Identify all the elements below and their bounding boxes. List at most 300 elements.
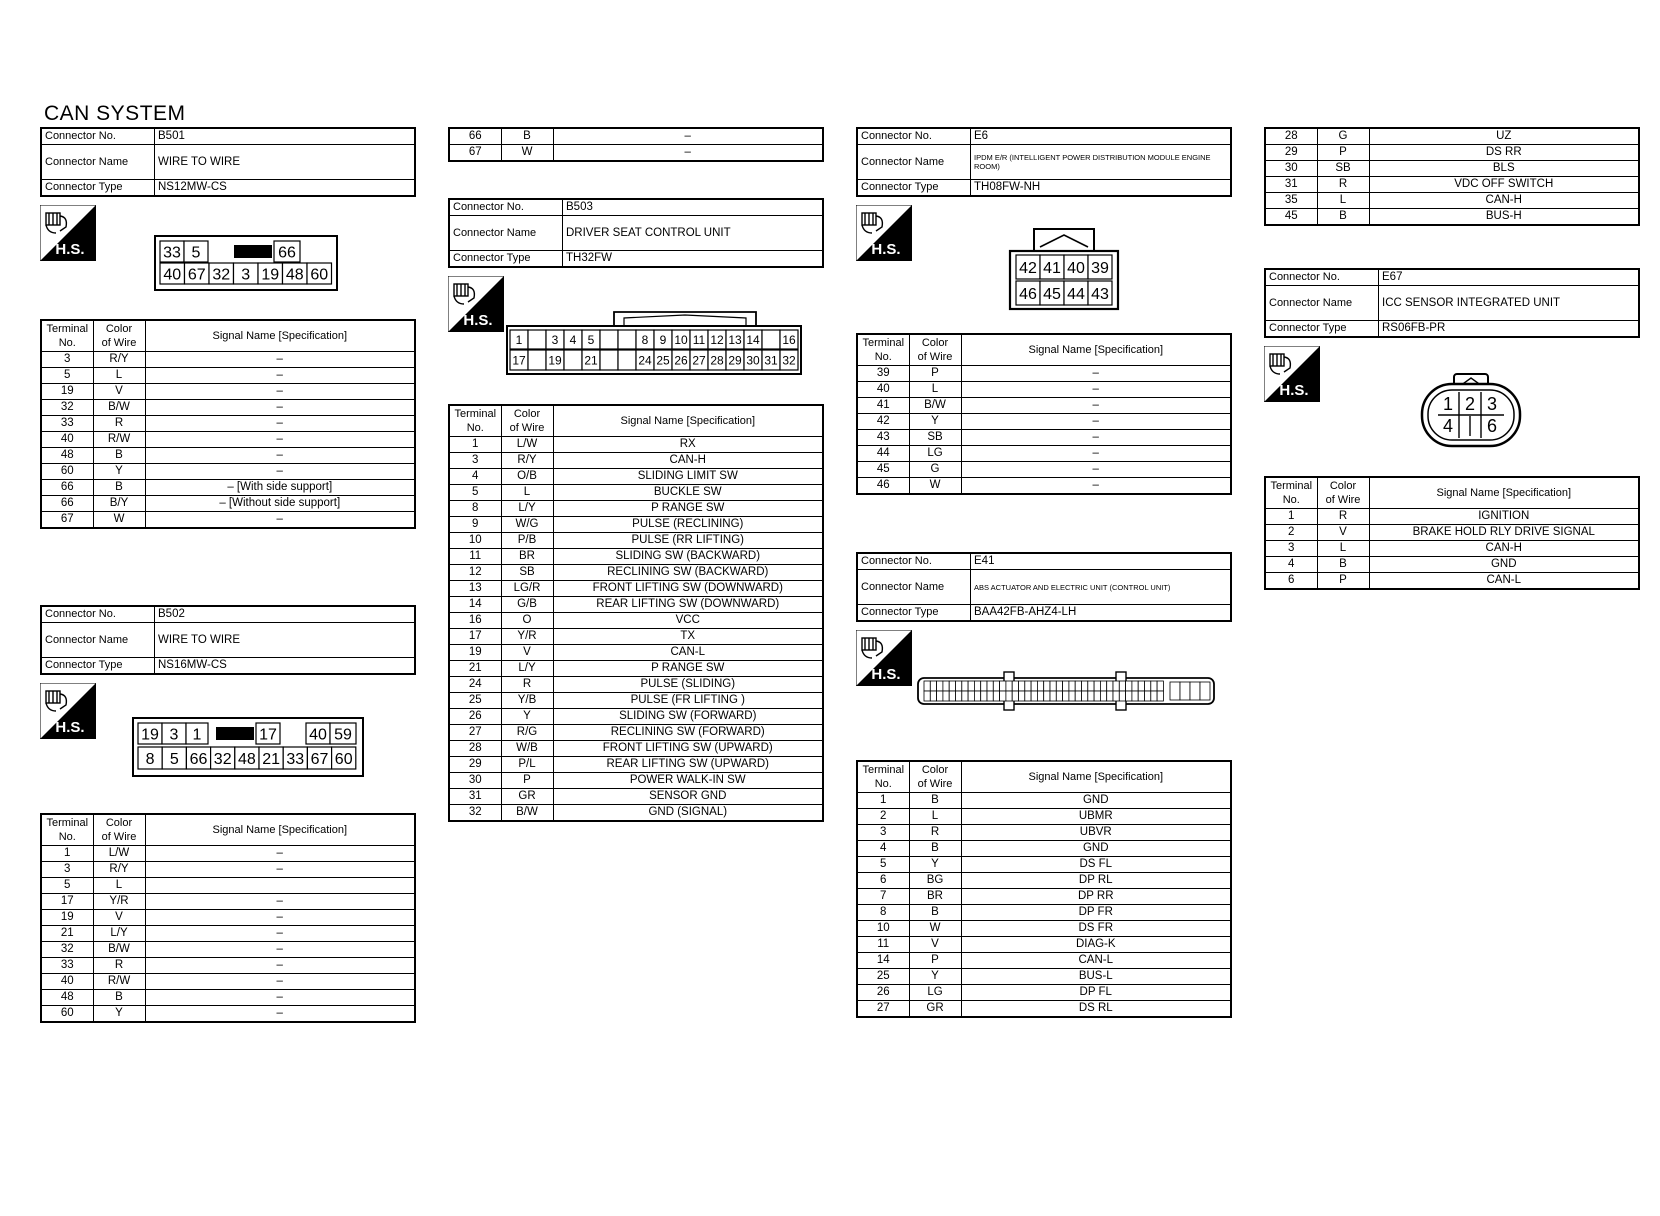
signal-name-cell: DIAG-K <box>961 937 1231 953</box>
signal-name-cell: CAN-L <box>1369 573 1639 590</box>
wire-color-cell: BG <box>909 873 961 889</box>
table-row <box>857 905 1231 921</box>
wire-color-cell: V <box>909 937 961 953</box>
harness-side-icon <box>856 205 912 261</box>
table-row <box>449 645 823 661</box>
pin-label: 5 <box>191 244 201 262</box>
table-row <box>449 469 823 485</box>
terminal-no-cell: 4 <box>857 841 909 857</box>
pin-label: 32 <box>212 266 231 284</box>
signal-name-cell: IGNITION <box>1369 509 1639 525</box>
wire-color-cell: B <box>909 905 961 921</box>
table-row <box>41 926 415 942</box>
signal-name-header: Signal Name [Specification] <box>553 405 823 437</box>
pin-label: 29 <box>728 353 742 368</box>
pin-label: 66 <box>278 244 296 262</box>
wire-color-cell: Y/R <box>93 894 145 910</box>
wire-color-cell: W/B <box>501 741 553 757</box>
table-row <box>41 1006 415 1023</box>
connector-e67 <box>1264 268 1640 590</box>
terminal-no-cell: 48 <box>41 448 93 464</box>
table-row <box>857 937 1231 953</box>
wire-color-cell: Y <box>909 857 961 873</box>
signal-name-cell: CAN-H <box>1369 541 1639 557</box>
wire-color-cell: R/Y <box>501 453 553 469</box>
connector-no-value: B503 <box>563 199 824 216</box>
wire-color-cell: SB <box>909 430 961 446</box>
wire-color-cell: R <box>93 416 145 432</box>
terminal-no-cell: 8 <box>449 501 501 517</box>
table-row <box>41 910 415 926</box>
wire-color-cell: V <box>1317 525 1369 541</box>
connector-info-table <box>1264 268 1640 338</box>
signal-name-cell: DS RR <box>1369 145 1639 161</box>
table-row <box>449 757 823 773</box>
wire-color-cell: R/Y <box>93 352 145 368</box>
terminal-no-cell: 3 <box>41 862 93 878</box>
connector-face-e41 <box>916 670 1216 716</box>
table-row <box>41 432 415 448</box>
connector-name-label: Connector Name <box>857 145 971 180</box>
terminal-no-header: Terminal No. <box>41 814 93 846</box>
signal-name-header: Signal Name [Specification] <box>145 320 415 352</box>
pin-label: 67 <box>187 266 206 284</box>
signal-name-cell: REAR LIFTING SW (UPWARD) <box>553 757 823 773</box>
signal-name-cell: – <box>145 448 415 464</box>
terminal-no-cell: 67 <box>41 512 93 529</box>
terminal-no-cell: 5 <box>449 485 501 501</box>
terminal-table <box>1264 476 1640 590</box>
table-row <box>449 533 823 549</box>
connector-type-label: Connector Type <box>1265 321 1379 338</box>
wire-color-cell: Y/R <box>501 629 553 645</box>
terminal-table <box>40 813 416 1023</box>
terminal-no-cell: 66 <box>41 496 93 512</box>
signal-name-cell: – <box>145 990 415 1006</box>
signal-name-cell: VCC <box>553 613 823 629</box>
connector-name-value: IPDM E/R (INTELLIGENT POWER DISTRIBUTION MODULE ENGINE ROOM) <box>971 145 1232 180</box>
pin-label: 48 <box>285 266 304 284</box>
wire-color-cell: Y <box>909 969 961 985</box>
pin-label: 59 <box>334 726 352 744</box>
signal-name-cell: CAN-H <box>1369 193 1639 209</box>
pin-label: 17 <box>259 726 277 744</box>
wire-color-cell: Y <box>93 464 145 480</box>
table-row <box>449 501 823 517</box>
wire-color-cell: LG/R <box>501 581 553 597</box>
wire-color-cell: L/Y <box>501 501 553 517</box>
wire-color-cell: G <box>909 462 961 478</box>
wire-color-cell: L <box>909 809 961 825</box>
pin-label: 17 <box>512 353 526 368</box>
harness-side-icon <box>40 683 96 739</box>
wire-color-cell: R <box>93 958 145 974</box>
terminal-no-cell: 43 <box>857 430 909 446</box>
connector-face-e6 <box>1008 223 1120 313</box>
signal-name-cell: REAR LIFTING SW (DOWNWARD) <box>553 597 823 613</box>
signal-name-cell: DS RL <box>961 1001 1231 1018</box>
table-row <box>1265 541 1639 557</box>
terminal-no-cell: 30 <box>1265 161 1317 177</box>
terminal-no-cell: 40 <box>41 432 93 448</box>
connector-info-table <box>40 127 416 197</box>
connector-e41-continued <box>1264 127 1640 226</box>
signal-name-cell: BLS <box>1369 161 1639 177</box>
signal-name-cell: DP FR <box>961 905 1231 921</box>
pin-label: 1 <box>192 726 202 744</box>
wire-color-cell: L/Y <box>501 661 553 677</box>
terminal-no-cell: 9 <box>449 517 501 533</box>
wire-color-cell: Y <box>501 709 553 725</box>
terminal-no-cell: 40 <box>41 974 93 990</box>
terminal-no-cell: 31 <box>449 789 501 805</box>
connector-name-value: DRIVER SEAT CONTROL UNIT <box>563 216 824 251</box>
signal-name-cell: SLIDING LIMIT SW <box>553 469 823 485</box>
signal-name-cell: – <box>145 926 415 942</box>
table-row <box>857 414 1231 430</box>
terminal-no-cell: 5 <box>41 368 93 384</box>
wire-color-cell: P/L <box>501 757 553 773</box>
table-row <box>449 789 823 805</box>
signal-name-cell: – <box>961 430 1231 446</box>
table-row <box>1265 573 1639 590</box>
pin-label: 27 <box>692 353 706 368</box>
table-row <box>41 878 415 894</box>
terminal-no-cell: 21 <box>41 926 93 942</box>
terminal-no-header: Terminal No. <box>857 334 909 366</box>
table-row <box>857 398 1231 414</box>
pin-label: 12 <box>710 332 724 347</box>
wire-color-cell: SB <box>501 565 553 581</box>
wire-color-cell: W <box>909 921 961 937</box>
terminal-no-cell: 33 <box>41 958 93 974</box>
table-row <box>857 857 1231 873</box>
terminal-no-cell: 33 <box>41 416 93 432</box>
terminal-no-cell: 32 <box>41 942 93 958</box>
table-row <box>1265 509 1639 525</box>
table-row <box>41 958 415 974</box>
table-row <box>857 366 1231 382</box>
terminal-no-cell: 41 <box>857 398 909 414</box>
table-row <box>449 741 823 757</box>
wire-color-cell: L <box>501 485 553 501</box>
pin-label: 25 <box>656 353 670 368</box>
terminal-no-cell: 16 <box>449 613 501 629</box>
signal-name-cell: – <box>145 432 415 448</box>
wire-color-cell: V <box>93 384 145 400</box>
terminal-no-header: Terminal No. <box>449 405 501 437</box>
terminal-no-cell: 46 <box>857 478 909 495</box>
signal-name-cell: GND <box>961 793 1231 809</box>
connector-name-value: WIRE TO WIRE <box>155 623 416 658</box>
wire-color-cell: B <box>93 990 145 1006</box>
connector-type-label: Connector Type <box>41 180 155 197</box>
terminal-no-cell: 11 <box>857 937 909 953</box>
terminal-no-cell: 60 <box>41 464 93 480</box>
wire-color-cell: B <box>1317 557 1369 573</box>
wire-color-cell: B/W <box>93 400 145 416</box>
table-row <box>857 953 1231 969</box>
pin-label: 5 <box>169 750 179 768</box>
pin-label: 1 <box>1442 394 1454 414</box>
table-row <box>857 462 1231 478</box>
wire-color-cell: R/W <box>93 974 145 990</box>
table-row <box>449 613 823 629</box>
wire-color-cell: O/B <box>501 469 553 485</box>
signal-name-cell: DS FL <box>961 857 1231 873</box>
signal-name-cell: SLIDING SW (BACKWARD) <box>553 549 823 565</box>
signal-name-cell <box>145 878 415 894</box>
signal-name-cell: – <box>961 462 1231 478</box>
table-row <box>1265 525 1639 541</box>
terminal-no-cell: 13 <box>449 581 501 597</box>
table-row <box>41 448 415 464</box>
signal-name-cell: – <box>553 128 823 145</box>
wire-color-cell: W <box>93 512 145 529</box>
connector-name-value: WIRE TO WIRE <box>155 145 416 180</box>
signal-name-cell: CAN-L <box>553 645 823 661</box>
connector-face-b501 <box>154 235 338 291</box>
terminal-no-cell: 67 <box>449 145 501 162</box>
signal-name-cell: BUCKLE SW <box>553 485 823 501</box>
signal-name-header: Signal Name [Specification] <box>145 814 415 846</box>
pin-label: 19 <box>141 726 159 744</box>
terminal-no-cell: 4 <box>449 469 501 485</box>
harness-side-icon <box>448 276 504 332</box>
wire-color-cell: B <box>93 480 145 496</box>
wire-color-cell: R/Y <box>93 862 145 878</box>
pin-label: 67 <box>310 750 329 768</box>
wire-color-cell: GR <box>909 1001 961 1018</box>
signal-name-cell: DP FL <box>961 985 1231 1001</box>
terminal-no-cell: 27 <box>449 725 501 741</box>
wire-color-cell: P <box>1317 573 1369 590</box>
wire-color-cell: G <box>1317 128 1369 145</box>
terminal-no-cell: 35 <box>1265 193 1317 209</box>
table-row <box>41 974 415 990</box>
signal-name-cell: FRONT LIFTING SW (UPWARD) <box>553 741 823 757</box>
terminal-no-cell: 1 <box>449 437 501 453</box>
terminal-no-cell: 14 <box>449 597 501 613</box>
pin-label: 45 <box>1043 285 1061 303</box>
wire-color-cell: B/W <box>909 398 961 414</box>
signal-name-cell: DS FR <box>961 921 1231 937</box>
terminal-no-cell: 17 <box>41 894 93 910</box>
table-row <box>857 793 1231 809</box>
signal-name-cell: – <box>961 478 1231 495</box>
terminal-no-cell: 5 <box>41 878 93 894</box>
terminal-no-cell: 3 <box>449 453 501 469</box>
table-row <box>449 581 823 597</box>
wire-color-cell: P <box>909 366 961 382</box>
signal-name-cell: – <box>145 894 415 910</box>
table-row <box>41 894 415 910</box>
terminal-no-cell: 7 <box>857 889 909 905</box>
wire-color-cell: P <box>1317 145 1369 161</box>
terminal-no-cell: 29 <box>1265 145 1317 161</box>
signal-name-cell: GND (SIGNAL) <box>553 805 823 822</box>
signal-name-cell: DP RL <box>961 873 1231 889</box>
connector-name-label: Connector Name <box>449 216 563 251</box>
terminal-no-cell: 32 <box>41 400 93 416</box>
table-row <box>449 128 823 145</box>
table-row <box>1265 161 1639 177</box>
signal-name-cell: – <box>961 382 1231 398</box>
pin-label: 44 <box>1067 285 1085 303</box>
connector-type-label: Connector Type <box>857 605 971 622</box>
signal-name-cell: – [With side support] <box>145 480 415 496</box>
terminal-no-header: Terminal No. <box>1265 477 1317 509</box>
connector-name-value: ICC SENSOR INTEGRATED UNIT <box>1379 286 1640 321</box>
terminal-no-cell: 17 <box>449 629 501 645</box>
table-row <box>41 368 415 384</box>
terminal-no-cell: 28 <box>449 741 501 757</box>
table-row <box>857 382 1231 398</box>
table-row <box>1265 177 1639 193</box>
table-row <box>449 693 823 709</box>
pin-label: 16 <box>782 332 796 347</box>
terminal-table-b501-continued <box>448 127 824 162</box>
terminal-no-cell: 42 <box>857 414 909 430</box>
connector-type-value: BAA42FB-AHZ4-LH <box>971 605 1232 622</box>
table-row <box>449 437 823 453</box>
signal-name-cell: – <box>961 398 1231 414</box>
pin-label: 6 <box>1486 416 1498 436</box>
table-row <box>449 677 823 693</box>
harness-side-icon <box>856 630 912 686</box>
table-row <box>857 825 1231 841</box>
signal-name-header: Signal Name [Specification] <box>1369 477 1639 509</box>
wire-color-cell: B/W <box>501 805 553 822</box>
table-row <box>41 990 415 1006</box>
pin-label: 40 <box>309 726 327 744</box>
pin-label: 8 <box>145 750 155 768</box>
terminal-table-e41-continued <box>1264 127 1640 226</box>
pin-label: 3 <box>169 726 179 744</box>
connector-type-label: Connector Type <box>41 658 155 675</box>
signal-name-cell: – <box>145 416 415 432</box>
svg-text:H.S.: H.S. <box>463 312 493 329</box>
pin-label: 46 <box>1019 285 1037 303</box>
table-row <box>449 805 823 822</box>
terminal-no-cell: 10 <box>449 533 501 549</box>
connector-no-label: Connector No. <box>857 128 971 145</box>
table-row <box>857 430 1231 446</box>
table-row <box>1265 557 1639 573</box>
connector-type-value: TH32FW <box>563 251 824 268</box>
pin-label: 40 <box>1067 259 1085 277</box>
page-title: CAN SYSTEM <box>44 102 186 125</box>
terminal-no-cell: 39 <box>857 366 909 382</box>
terminal-no-cell: 5 <box>857 857 909 873</box>
color-of-wire-header: Color of Wire <box>501 405 553 437</box>
table-row <box>449 629 823 645</box>
signal-name-cell: SLIDING SW (FORWARD) <box>553 709 823 725</box>
table-row <box>1265 209 1639 226</box>
connector-name-label: Connector Name <box>1265 286 1379 321</box>
terminal-no-cell: 45 <box>857 462 909 478</box>
pin-label: 30 <box>746 353 760 368</box>
table-row <box>857 809 1231 825</box>
terminal-no-cell: 1 <box>857 793 909 809</box>
table-row <box>857 873 1231 889</box>
signal-name-cell: – <box>145 464 415 480</box>
pin-label: 26 <box>674 353 688 368</box>
table-row <box>41 942 415 958</box>
signal-name-cell: – <box>961 446 1231 462</box>
terminal-no-cell: 26 <box>449 709 501 725</box>
signal-name-cell: – <box>145 352 415 368</box>
table-row <box>449 517 823 533</box>
terminal-no-cell: 21 <box>449 661 501 677</box>
signal-name-cell: SENSOR GND <box>553 789 823 805</box>
table-row <box>857 921 1231 937</box>
pin-label: 3 <box>241 266 251 284</box>
connector-info-table <box>856 552 1232 622</box>
table-row <box>857 1001 1231 1018</box>
pin-label: 5 <box>587 332 595 347</box>
signal-name-cell: – <box>145 910 415 926</box>
wire-color-cell: BR <box>501 549 553 565</box>
connector-type-value: TH08FW-NH <box>971 180 1232 197</box>
signal-name-cell: – <box>553 145 823 162</box>
pin-label: 31 <box>764 353 778 368</box>
table-row <box>449 597 823 613</box>
connector-no-value: E6 <box>971 128 1232 145</box>
wire-color-cell: B <box>909 841 961 857</box>
signal-name-cell: FRONT LIFTING SW (DOWNWARD) <box>553 581 823 597</box>
wire-color-cell: W <box>501 145 553 162</box>
pin-label: 24 <box>638 353 652 368</box>
table-row <box>857 841 1231 857</box>
wire-color-cell: L <box>1317 541 1369 557</box>
signal-name-cell: – <box>961 366 1231 382</box>
signal-name-cell: – <box>145 1006 415 1023</box>
terminal-no-cell: 19 <box>41 384 93 400</box>
terminal-no-cell: 66 <box>449 128 501 145</box>
connector-name-label: Connector Name <box>857 570 971 605</box>
signal-name-cell: – <box>145 368 415 384</box>
wire-color-cell: V <box>93 910 145 926</box>
connector-name-value: ABS ACTUATOR AND ELECTRIC UNIT (CONTROL UNIT) <box>971 570 1232 605</box>
pin-label: 2 <box>1464 394 1476 414</box>
terminal-no-cell: 10 <box>857 921 909 937</box>
table-row <box>449 453 823 469</box>
table-row <box>857 446 1231 462</box>
pin-label: 60 <box>334 750 353 768</box>
connector-no-label: Connector No. <box>41 128 155 145</box>
signal-name-cell: UBMR <box>961 809 1231 825</box>
terminal-no-cell: 19 <box>449 645 501 661</box>
signal-name-cell: TX <box>553 629 823 645</box>
wire-color-cell: G/B <box>501 597 553 613</box>
pin-label: 48 <box>238 750 256 768</box>
pin-label: 21 <box>584 353 598 368</box>
connector-b503 <box>448 198 824 822</box>
table-row <box>857 889 1231 905</box>
signal-name-cell: BUS-L <box>961 969 1231 985</box>
signal-name-cell: – <box>145 862 415 878</box>
pin-label: 14 <box>746 332 760 347</box>
pin-label: 60 <box>310 266 329 284</box>
terminal-no-cell: 3 <box>41 352 93 368</box>
table-row <box>449 709 823 725</box>
terminal-no-cell: 12 <box>449 565 501 581</box>
table-row <box>41 512 415 529</box>
terminal-no-cell: 14 <box>857 953 909 969</box>
connector-face-b503 <box>506 310 802 376</box>
connector-no-value: E67 <box>1379 269 1640 286</box>
